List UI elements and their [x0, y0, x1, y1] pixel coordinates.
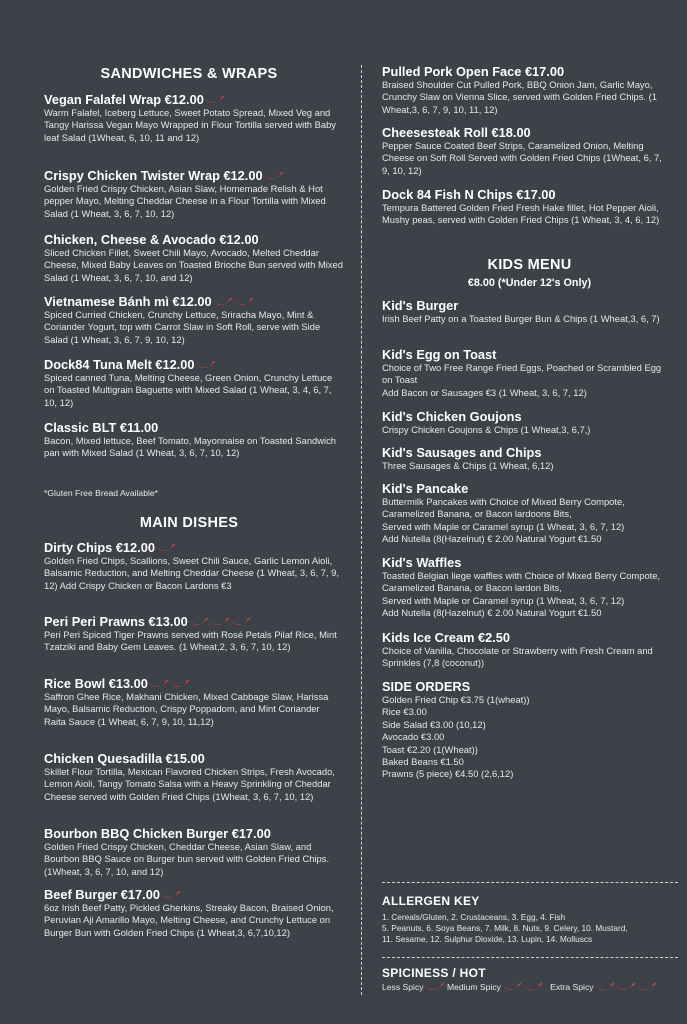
- chili-icon: [170, 680, 190, 689]
- item-desc: Golden Fried Crispy Chicken, Asian Slaw, Homemade Relish & Hot pepper Mayo, Melting Cheddar Cheese in a Flour Tortilla with Mixed Salad (1 Wheat, 3, 6, 7, 10, 12): [44, 183, 326, 219]
- menu-item: [44, 232, 344, 284]
- item-desc: Spiced canned Tuna, Melting Cheese, Green Onion, Crunchy Lettuce on Toasted Multigrain Baguette with Mixed Salad (1 Wheat, 3, 4, 6, 7, 10, 12): [44, 372, 333, 408]
- chili-icon: [213, 298, 233, 307]
- sandwiches-heading: SANDWICHES & WRAPS: [100, 66, 278, 82]
- item-title: Kids Ice Cream €2.50: [382, 630, 511, 645]
- allergen-line: 1. Cereals/Gluten, 2. Crustaceans, 3. Egg, 4. Fish: [382, 912, 566, 922]
- allergen-line: 5. Peanuts, 6. Soya Beans, 7. Milk, 8. Nuts, 9. Celery, 10. Mustard,: [382, 923, 628, 933]
- chili-icon: [156, 544, 176, 553]
- chili-icon: [264, 172, 284, 181]
- menu-item: [382, 187, 672, 227]
- item-desc: Golden Fried Crispy Chicken, Cheddar Cheese, Asian Slaw, and Bourbon BBQ Sauce on Burger bun served with Golden Fried Chips. (1Wheat, 3, 6, 7, 10, and 12): [44, 841, 330, 877]
- item-title: Kid's Pancake: [382, 481, 469, 496]
- item-title: Kid's Waffles: [382, 555, 462, 570]
- gluten-free-note: *Gluten Free Bread Available*: [44, 488, 159, 498]
- side-item: Prawns (5 piece) €4.50 (2,6,12): [382, 768, 514, 780]
- menu-item: [382, 409, 672, 436]
- item-desc: Warm Falafel, Iceberg Lettuce, Sweet Potato Spread, Mixed Veg and Tangy Harissa Vegan Mayo Wrapped in Flour Tortilla served with Baby leaf Salad (1Wheat, 6, 10, 11 and 12): [44, 107, 336, 143]
- item-title: Crispy Chicken Twister Wrap €12.00: [44, 168, 263, 183]
- side-orders-heading: SIDE ORDERS: [382, 679, 471, 694]
- chili-icon: [196, 361, 216, 370]
- item-desc: Choice of Vanilla, Chocolate or Strawberry with Fresh Cream and Sprinkles (7,8 (coconut)): [382, 645, 653, 669]
- item-title: Dock84 Tuna Melt €12.00: [44, 357, 195, 372]
- chili-icon: [637, 983, 657, 992]
- item-title: Kid's Burger: [382, 298, 459, 313]
- chili-icon: [231, 618, 251, 627]
- chili-icon: [210, 618, 230, 627]
- side-item: Side Salad €3.00 (10,12): [382, 718, 486, 730]
- menu-item: [44, 420, 344, 460]
- menu-item: [382, 298, 672, 325]
- menu-item: [44, 887, 344, 939]
- item-title: Classic BLT €11.00: [44, 420, 159, 435]
- menu-item: [44, 92, 344, 144]
- side-item: Avocado €3.00: [382, 731, 445, 743]
- chili-icon: [149, 680, 169, 689]
- menu-item: [382, 64, 672, 116]
- item-desc: Saffron Ghee Rice, Makhani Chicken, Mixed Cabbage Slaw, Harissa Mayo, Balsamic Reduction, Crispy Poppadom, and Mint Coriander Raita Sauce (1 Wheat, 6, 7, 9, 10, 11,12): [44, 691, 329, 727]
- item-desc: Three Sausages & Chips (1 Wheat, 6,12): [382, 460, 554, 471]
- item-desc: Irish Beef Patty on a Toasted Burger Bun & Chips (1 Wheat,3, 6, 7): [382, 313, 660, 324]
- menu-item: [382, 555, 677, 620]
- divider: [382, 882, 678, 883]
- spice-heading: SPICINESS / HOT: [382, 966, 486, 980]
- column-divider: [361, 65, 362, 995]
- menu-item: [44, 676, 344, 728]
- chili-icon: [161, 891, 181, 900]
- item-desc: Peri Peri Spiced Tiger Prawns served with Rosé Petals Pilaf Rice, Mint Tzatziki and Baby Gem Leaves. (1 Wheat,2, 3, 6, 7, 10, 12): [44, 629, 337, 653]
- chili-icon: [523, 983, 543, 992]
- item-title: Peri Peri Prawns €13.00: [44, 614, 188, 629]
- allergen-key: [382, 912, 677, 945]
- allergen-heading: ALLERGEN KEY: [382, 894, 480, 908]
- menu-item: [44, 540, 344, 592]
- item-desc: 6oz Irish Beef Patty, Pickled Gherkins, Streaky Bacon, Braised Onion, Peruvian Aji Amarillo Mayo, Melting Cheese, and Crunchy Lettuce on Burger Bun with Golden Fried Chips (1 Wheat,3, 6,7,10,12): [44, 902, 334, 938]
- item-desc: Toasted Belgian liege waffles with Choice of Mixed Berry Compote, Caramelized Banana, or Bacon lardon Bits, Served with Maple or Caramel syrup (1 Wheat, 3, 6, 7, 12) Add Nutella (8(Hazelnut) € 2.00 Natural Yogurt €1.50: [382, 570, 661, 619]
- menu-item: [44, 168, 344, 220]
- item-title: Dirty Chips €12.00: [44, 540, 155, 555]
- item-title: Chicken, Cheese & Avocado €12.00: [44, 232, 259, 247]
- divider: [382, 957, 678, 958]
- item-desc: Braised Shoulder Cut Pulled Pork, BBQ Onion Jam, Garlic Mayo, Crunchy Slaw on Vienna Slice, served with Golden Fried Chips. (1 Wheat,3, 6, 7, 9, 10, 11, 12): [382, 79, 657, 115]
- spice-extra-label: Extra Spicy: [550, 982, 594, 992]
- menu-item: [382, 347, 672, 399]
- item-title: Kid's Egg on Toast: [382, 347, 497, 362]
- chili-icon: [425, 983, 445, 992]
- item-desc: Spiced Curried Chicken, Crunchy Lettuce, Sriracha Mayo, Mint & Coriander Yogurt, top with Carrot Slaw in Soft Roll, serve with Side Salad (1 Wheat, 3, 6, 7, 9, 10, 12): [44, 309, 321, 345]
- item-desc: Bacon, Mixed lettuce, Beef Tomato, Mayonnaise on Toasted Sandwich pan with Mixed Salad (1 Wheat, 3, 6, 7, 10, 12): [44, 435, 337, 459]
- side-item: Baked Beans €1.50: [382, 756, 464, 768]
- item-desc: Golden Fried Chips, Scallions, Sweet Chili Sauce, Garlic Lemon Aioli, Balsamic Reduction, and Melting Cheddar Cheese (1 Wheat, 3, 6, 7, 9, 12) Add Crispy Chicken or Bacon Lardons €3: [44, 555, 339, 591]
- item-title: Kid's Chicken Goujons: [382, 409, 522, 424]
- menu-item: [44, 751, 344, 803]
- chili-icon: [205, 96, 225, 105]
- menu-item: [44, 294, 344, 346]
- item-title: Rice Bowl €13.00: [44, 676, 148, 691]
- item-desc: Sliced Chicken Fillet, Sweet Chili Mayo, Avocado, Melted Cheddar Cheese, Mixed Baby Leaves on Toasted Brioche Bun served with Mixed Salad (1 Wheat, 3, 6, 7, 10, and 12): [44, 247, 343, 283]
- item-title: Chicken Quesadilla €15.00: [44, 751, 205, 766]
- spice-medium-label: Medium Spicy: [446, 982, 501, 992]
- item-desc: Skillet Flour Tortilla, Mexican Flavored Chicken Strips, Fresh Avocado, Lemon Aioli, Tangy Tomato Salsa with a Heavy Sprinkling of Cheddar Cheese served with Golden Fried Chips (1Wheat, 3, 6, 7, 10, 12): [44, 766, 335, 802]
- side-item: Rice €3.00: [382, 706, 427, 718]
- menu-item: [44, 357, 344, 409]
- menu-item: [44, 614, 344, 654]
- chili-icon: [189, 618, 209, 627]
- item-title: Beef Burger €17.00: [44, 887, 160, 902]
- item-desc: Tempura Battered Golden Fried Fresh Hake fillet, Hot Pepper Aioli, Mushy peas, served with Golden Fried Chips (1 Wheat, 3, 4, 6, 12): [382, 202, 660, 226]
- side-orders: [382, 679, 672, 781]
- item-title: Vegan Falafel Wrap €12.00: [44, 92, 204, 107]
- item-desc: Pepper Sauce Coated Beef Strips, Caramelized Onion, Melting Cheese on Soft Roll Served with Golden Fried Chips (1Wheat, 6, 7, 9, 10, 12): [382, 140, 662, 176]
- main-dishes-heading: MAIN DISHES: [139, 515, 239, 531]
- spice-legend: [382, 982, 657, 992]
- item-title: Bourbon BBQ Chicken Burger €17.00: [44, 826, 271, 841]
- item-title: Kid's Sausages and Chips: [382, 445, 542, 460]
- item-desc: Buttermilk Pancakes with Choice of Mixed Berry Compote, Caramelized Banana, or Bacon lardoons Bits, Served with Maple or Caramel syrup (1 Wheat, 3, 6, 7, 12) Add Nutella (8(Hazelnut) € 2.00 Natural Yogurt €1.50: [382, 496, 625, 545]
- chili-icon: [234, 298, 254, 307]
- item-title: Vietnamese Bánh mì €12.00: [44, 294, 212, 309]
- chili-icon: [616, 983, 636, 992]
- menu-item: [382, 445, 672, 472]
- side-item: Golden Fried Chip €3.75 (1(wheat)): [382, 694, 530, 705]
- menu-item: [382, 481, 677, 546]
- menu-item: [44, 826, 344, 878]
- item-title: Cheesesteak Roll €18.00: [382, 125, 531, 140]
- allergen-line: 11. Sesame, 12. Sulphur Dioxide, 13. Lupin, 14. Molluscs: [382, 934, 593, 944]
- menu-item: [382, 125, 672, 177]
- item-title: Pulled Pork Open Face €17.00: [382, 64, 565, 79]
- item-title: Dock 84 Fish N Chips €17.00: [382, 187, 556, 202]
- kids-menu-heading: KIDS MENU: [487, 257, 572, 273]
- spice-less-label: Less Spicy: [382, 982, 424, 992]
- item-desc: Crispy Chicken Goujons & Chips (1 Wheat,3, 6,7,): [382, 424, 591, 435]
- item-desc: Choice of Two Free Range Fried Eggs, Poached or Scrambled Egg on Toast Add Bacon or Sausages €3 (1 Wheat, 3, 6, 7, 12): [382, 362, 662, 398]
- chili-icon: [595, 983, 615, 992]
- kids-menu-price: €8.00 (*Under 12's Only): [467, 277, 592, 289]
- chili-icon: [502, 983, 522, 992]
- menu-item: [382, 630, 672, 670]
- side-item: Toast €2.20 (1(Wheat)): [382, 743, 478, 755]
